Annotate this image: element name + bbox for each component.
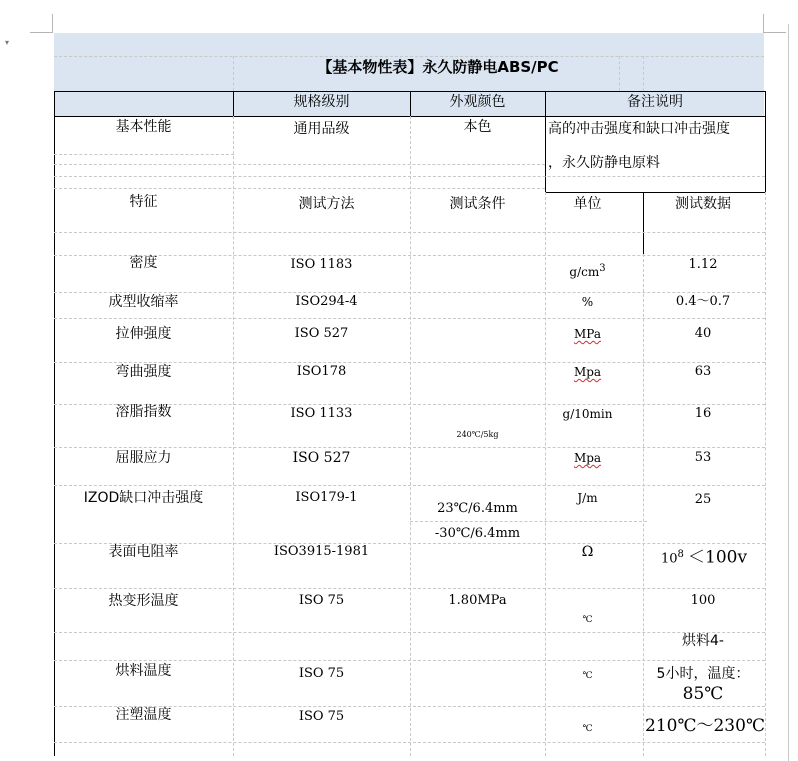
subheader-condition: 测试条件 xyxy=(449,196,506,212)
basic-grade: 通用品级 xyxy=(293,121,350,137)
row-unit: Mpa xyxy=(573,451,602,465)
row-feature: 屈服应力 xyxy=(115,450,172,466)
subheader-method: 测试方法 xyxy=(298,196,355,212)
subheader-feature: 特征 xyxy=(129,194,158,210)
row-method: ISO 527 xyxy=(292,450,351,466)
row-feature: 溶脂指数 xyxy=(115,404,172,420)
gridline xyxy=(54,164,545,165)
unit-text: g/cm xyxy=(569,265,600,279)
row-unit: g/10min xyxy=(562,407,613,421)
gridline xyxy=(643,56,644,91)
row-value: 25 xyxy=(694,492,712,507)
row-unit: ℃ xyxy=(582,615,593,625)
row-unit: Ω xyxy=(581,544,594,560)
page-corner-top-right xyxy=(763,14,786,33)
row-feature: 注塑温度 xyxy=(115,707,172,723)
table-border xyxy=(545,192,765,193)
row-unit: % xyxy=(581,295,594,309)
value-base: 10 xyxy=(660,551,678,567)
row-value-line1: 烘料4- xyxy=(682,633,724,649)
value-rest: ＜100v xyxy=(688,547,748,568)
row-value: 210℃～230℃ xyxy=(645,716,765,736)
row-value: 100 xyxy=(690,593,716,608)
row-feature: 密度 xyxy=(129,255,158,271)
row-method: ISO 75 xyxy=(298,593,345,608)
row-method: ISO 75 xyxy=(298,666,345,681)
row-feature: 成型收缩率 xyxy=(108,294,179,310)
gridline xyxy=(765,192,766,756)
row-method: ISO294-4 xyxy=(295,294,358,309)
header-notes: 备注说明 xyxy=(627,94,683,110)
gridline xyxy=(54,56,764,57)
row-value: 1.12 xyxy=(688,257,718,272)
header-color: 外观颜色 xyxy=(449,94,506,110)
basic-label: 基本性能 xyxy=(115,119,172,135)
row-method: ISO 1133 xyxy=(290,406,353,421)
row-value xyxy=(643,546,765,568)
row-unit: ℃ xyxy=(582,724,593,734)
row-unit: J/m xyxy=(577,491,598,505)
page-title: 【基本物性表】永久防静电ABS/PC xyxy=(317,58,559,76)
row-unit: MPa xyxy=(574,327,601,341)
row-value-line3: 85℃ xyxy=(682,684,724,704)
basic-notes-line2: ，永久防静电原料 xyxy=(548,155,660,171)
row-feature: 拉伸强度 xyxy=(115,326,172,342)
row-value: 53 xyxy=(694,450,712,465)
row-condition: 240℃/5kg xyxy=(456,430,499,439)
gridline xyxy=(54,154,234,155)
gridline xyxy=(410,521,647,522)
row-condition: 1.80MPa xyxy=(448,593,507,608)
row-value: 40 xyxy=(694,326,712,341)
row-feature: 热变形温度 xyxy=(108,593,179,609)
subheader-data: 测试数据 xyxy=(675,196,731,212)
row-method: ISO 527 xyxy=(294,326,349,341)
row-value-line2: 5小时，温度： xyxy=(656,666,750,682)
row-method: ISO178 xyxy=(296,364,347,379)
value-superscript: 8 xyxy=(677,549,684,560)
row-feature: 弯曲强度 xyxy=(115,364,172,380)
row-feature: IZOD缺口冲击强度 xyxy=(83,490,204,506)
row-method: ISO 75 xyxy=(298,709,345,724)
row-unit: ℃ xyxy=(582,671,593,681)
row-condition-2: -30℃/6.4mm xyxy=(434,526,521,541)
row-unit: Mpa xyxy=(573,365,602,379)
row-feature: 表面电阻率 xyxy=(108,544,179,560)
collapse-arrow-icon[interactable]: ▾ xyxy=(5,38,10,47)
page-right-edge xyxy=(788,24,789,761)
row-method: ISO3915-1981 xyxy=(273,544,370,559)
page-corner-top-left xyxy=(30,14,53,33)
basic-color: 本色 xyxy=(463,119,492,135)
row-value: 63 xyxy=(694,364,712,379)
row-value: 16 xyxy=(694,406,712,421)
unit-superscript: 3 xyxy=(599,263,606,274)
row-value: 0.4～0.7 xyxy=(675,294,731,309)
row-feature: 烘料温度 xyxy=(115,663,172,679)
row-unit xyxy=(545,260,630,281)
row-condition: 23℃/6.4mm xyxy=(437,501,518,516)
row-method: ISO 1183 xyxy=(290,257,353,272)
subheader-unit: 单位 xyxy=(573,196,602,212)
header-spec: 规格级别 xyxy=(293,94,350,110)
table-border xyxy=(54,91,55,756)
gridline xyxy=(54,188,545,189)
table-border xyxy=(765,91,766,192)
basic-notes-line1: 高的冲击强度和缺口冲击强度 xyxy=(548,121,730,137)
row-method: ISO179-1 xyxy=(295,490,358,505)
